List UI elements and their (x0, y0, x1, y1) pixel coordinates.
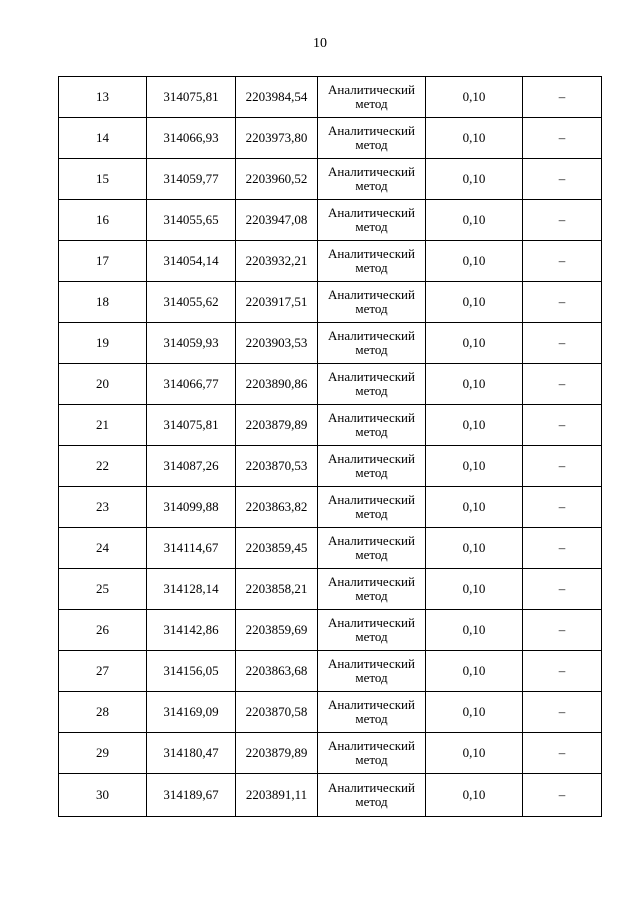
coord-y: 2203984,54 (236, 77, 318, 118)
note: – (523, 118, 602, 159)
point-number: 22 (59, 446, 147, 487)
coord-x: 314066,77 (147, 364, 236, 405)
coord-y: 2203891,11 (236, 774, 318, 817)
table-row (59, 282, 602, 323)
coord-y: 2203903,53 (236, 323, 318, 364)
coord-x: 314142,86 (147, 610, 236, 651)
coord-x: 314066,93 (147, 118, 236, 159)
coord-y: 2203863,82 (236, 487, 318, 528)
method-line-1: Аналитический (328, 82, 415, 97)
method-line-1: Аналитический (328, 287, 415, 302)
method-cell (318, 446, 426, 487)
coord-x: 314099,88 (147, 487, 236, 528)
method-line-1: Аналитический (328, 328, 415, 343)
point-number: 21 (59, 405, 147, 446)
method-cell (318, 487, 426, 528)
coord-y: 2203870,53 (236, 446, 318, 487)
note: – (523, 692, 602, 733)
method-line-1: Аналитический (328, 492, 415, 507)
table-row (59, 364, 602, 405)
coord-y: 2203932,21 (236, 241, 318, 282)
method-line-1: Аналитический (328, 246, 415, 261)
coord-x: 314055,62 (147, 282, 236, 323)
note: – (523, 487, 602, 528)
method-line-1: Аналитический (328, 205, 415, 220)
precision: 0,10 (426, 528, 523, 569)
note: – (523, 651, 602, 692)
method-line-2: метод (355, 465, 388, 480)
method-line-2: метод (355, 383, 388, 398)
table-row (59, 774, 602, 817)
point-number: 27 (59, 651, 147, 692)
precision: 0,10 (426, 569, 523, 610)
table-row (59, 692, 602, 733)
point-number: 20 (59, 364, 147, 405)
precision: 0,10 (426, 323, 523, 364)
page-number: 10 (313, 36, 327, 51)
method-line-1: Аналитический (328, 369, 415, 384)
point-number: 25 (59, 569, 147, 610)
coord-y: 2203859,69 (236, 610, 318, 651)
method-line-1: Аналитический (328, 533, 415, 548)
method-cell (318, 282, 426, 323)
method-line-1: Аналитический (328, 574, 415, 589)
method-line-1: Аналитический (328, 410, 415, 425)
point-number: 24 (59, 528, 147, 569)
method-line-1: Аналитический (328, 738, 415, 753)
method-line-1: Аналитический (328, 164, 415, 179)
note: – (523, 364, 602, 405)
note: – (523, 77, 602, 118)
point-number: 17 (59, 241, 147, 282)
table-row (59, 610, 602, 651)
point-number: 13 (59, 77, 147, 118)
method-cell (318, 241, 426, 282)
point-number: 30 (59, 774, 147, 817)
method-line-2: метод (355, 629, 388, 644)
precision: 0,10 (426, 405, 523, 446)
precision: 0,10 (426, 774, 523, 817)
method-cell (318, 159, 426, 200)
coord-y: 2203863,68 (236, 651, 318, 692)
note: – (523, 282, 602, 323)
note: – (523, 241, 602, 282)
point-number: 28 (59, 692, 147, 733)
note: – (523, 569, 602, 610)
point-number: 26 (59, 610, 147, 651)
note: – (523, 610, 602, 651)
note: – (523, 528, 602, 569)
table-row (59, 200, 602, 241)
note: – (523, 774, 602, 817)
coord-y: 2203960,52 (236, 159, 318, 200)
coord-x: 314087,26 (147, 446, 236, 487)
coord-y: 2203879,89 (236, 733, 318, 774)
table-row (59, 405, 602, 446)
coord-x: 314075,81 (147, 77, 236, 118)
point-number: 18 (59, 282, 147, 323)
method-cell (318, 200, 426, 241)
method-line-1: Аналитический (328, 780, 415, 795)
coord-x: 314054,14 (147, 241, 236, 282)
table-row (59, 77, 602, 118)
method-line-2: метод (355, 260, 388, 275)
method-cell (318, 77, 426, 118)
precision: 0,10 (426, 733, 523, 774)
method-cell (318, 405, 426, 446)
method-cell (318, 610, 426, 651)
table-row (59, 528, 602, 569)
coord-y: 2203879,89 (236, 405, 318, 446)
note: – (523, 323, 602, 364)
method-line-2: метод (355, 137, 388, 152)
method-line-1: Аналитический (328, 123, 415, 138)
method-line-2: метод (355, 219, 388, 234)
note: – (523, 405, 602, 446)
point-number: 15 (59, 159, 147, 200)
method-line-2: метод (355, 301, 388, 316)
note: – (523, 200, 602, 241)
precision: 0,10 (426, 77, 523, 118)
precision: 0,10 (426, 200, 523, 241)
precision: 0,10 (426, 241, 523, 282)
coord-y: 2203947,08 (236, 200, 318, 241)
table-row (59, 118, 602, 159)
method-cell (318, 528, 426, 569)
coord-y: 2203890,86 (236, 364, 318, 405)
method-line-1: Аналитический (328, 451, 415, 466)
coord-x: 314055,65 (147, 200, 236, 241)
method-line-2: метод (355, 794, 388, 809)
method-line-2: метод (355, 96, 388, 111)
point-number: 23 (59, 487, 147, 528)
method-line-2: метод (355, 424, 388, 439)
coord-x: 314114,67 (147, 528, 236, 569)
method-line-1: Аналитический (328, 656, 415, 671)
table-row (59, 487, 602, 528)
method-line-2: метод (355, 588, 388, 603)
method-line-1: Аналитический (328, 697, 415, 712)
table-row (59, 323, 602, 364)
method-cell (318, 569, 426, 610)
coord-y: 2203859,45 (236, 528, 318, 569)
coord-x: 314189,67 (147, 774, 236, 817)
coord-x: 314059,93 (147, 323, 236, 364)
table-row (59, 159, 602, 200)
coord-y: 2203870,58 (236, 692, 318, 733)
coord-x: 314156,05 (147, 651, 236, 692)
precision: 0,10 (426, 610, 523, 651)
point-number: 14 (59, 118, 147, 159)
table-row (59, 651, 602, 692)
table-row (59, 446, 602, 487)
precision: 0,10 (426, 692, 523, 733)
precision: 0,10 (426, 487, 523, 528)
method-cell (318, 364, 426, 405)
coord-x: 314075,81 (147, 405, 236, 446)
coord-x: 314180,47 (147, 733, 236, 774)
precision: 0,10 (426, 364, 523, 405)
method-line-2: метод (355, 711, 388, 726)
method-cell (318, 118, 426, 159)
precision: 0,10 (426, 651, 523, 692)
method-line-2: метод (355, 547, 388, 562)
precision: 0,10 (426, 446, 523, 487)
coord-y: 2203858,21 (236, 569, 318, 610)
precision: 0,10 (426, 159, 523, 200)
coord-x: 314169,09 (147, 692, 236, 733)
note: – (523, 159, 602, 200)
point-number: 19 (59, 323, 147, 364)
precision: 0,10 (426, 282, 523, 323)
point-number: 16 (59, 200, 147, 241)
method-cell (318, 774, 426, 817)
method-cell (318, 651, 426, 692)
method-cell (318, 323, 426, 364)
method-line-1: Аналитический (328, 615, 415, 630)
precision: 0,10 (426, 118, 523, 159)
coordinates-table-body (59, 77, 602, 817)
coord-x: 314059,77 (147, 159, 236, 200)
method-line-2: метод (355, 342, 388, 357)
method-line-2: метод (355, 670, 388, 685)
method-line-2: метод (355, 506, 388, 521)
coord-y: 2203973,80 (236, 118, 318, 159)
method-cell (318, 733, 426, 774)
method-line-2: метод (355, 752, 388, 767)
note: – (523, 733, 602, 774)
coord-y: 2203917,51 (236, 282, 318, 323)
coordinates-table (58, 76, 602, 817)
table-row (59, 241, 602, 282)
coord-x: 314128,14 (147, 569, 236, 610)
note: – (523, 446, 602, 487)
method-line-2: метод (355, 178, 388, 193)
point-number: 29 (59, 733, 147, 774)
method-cell (318, 692, 426, 733)
table-row (59, 569, 602, 610)
table-row (59, 733, 602, 774)
